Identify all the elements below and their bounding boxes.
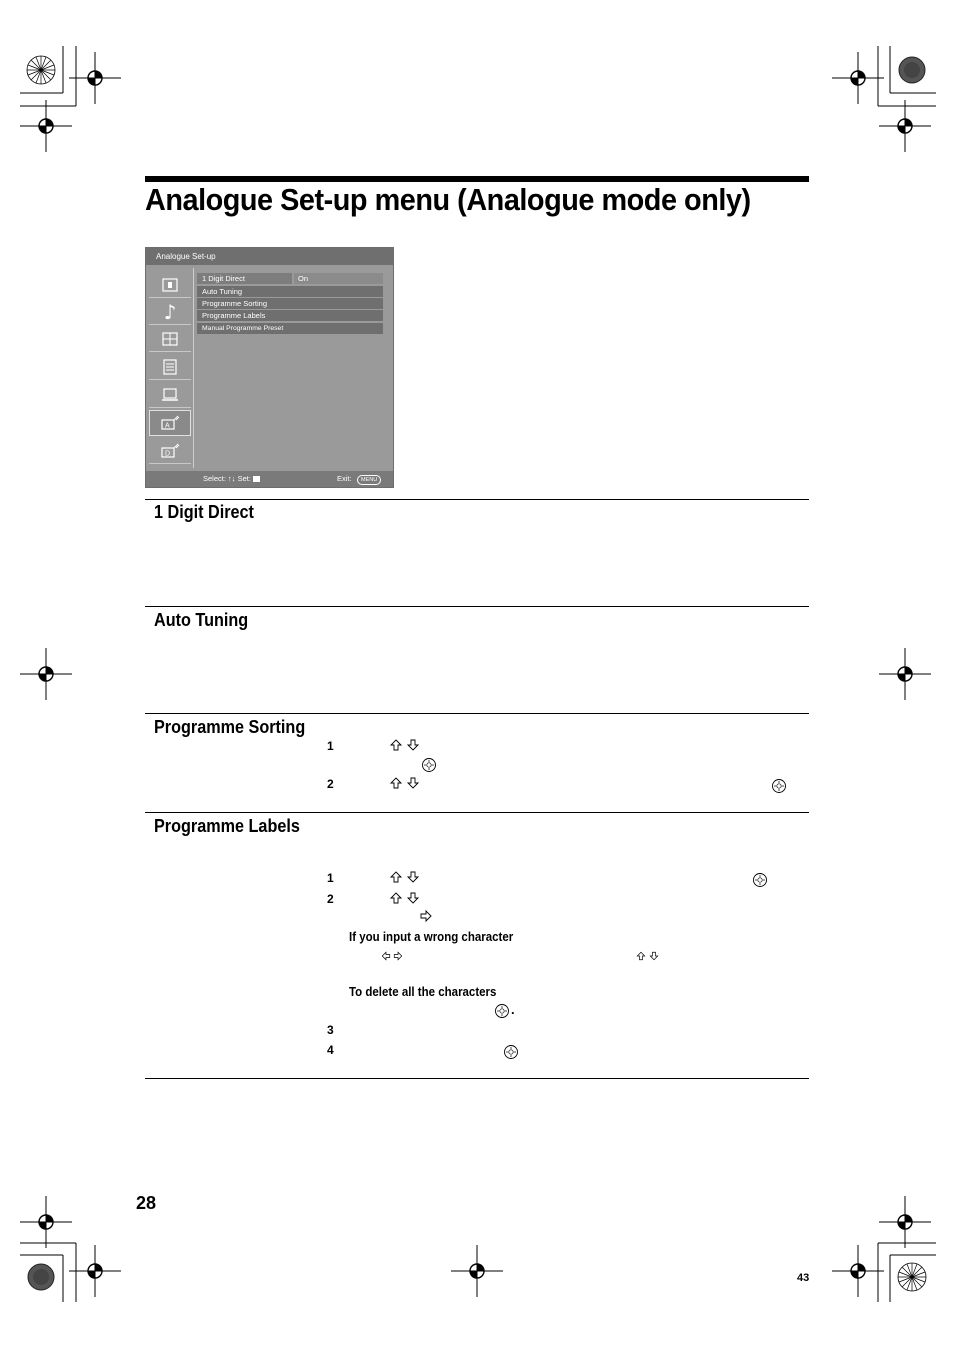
- step-number: 2: [327, 892, 334, 906]
- menu-sidebar: [149, 268, 191, 468]
- picture-icon: [149, 272, 191, 298]
- digital-setup-icon: [149, 438, 191, 464]
- up-arrow-icon: ↑: [228, 474, 232, 483]
- setup-icon: [149, 354, 191, 380]
- section-rule: [145, 499, 809, 500]
- step-number: 1: [327, 871, 334, 885]
- footer-select: [203, 471, 260, 487]
- svg-text:A: A: [165, 422, 170, 430]
- section-title-1-digit-direct: 1 Digit Direct: [154, 502, 254, 522]
- menu-button-badge: MENU: [357, 475, 381, 485]
- section-title-auto-tuning: Auto Tuning: [154, 610, 249, 630]
- step-number: 3: [327, 1023, 334, 1037]
- note-wrong-character: If you input a wrong character: [349, 930, 514, 944]
- footer-exit-label: Exit:: [337, 474, 352, 483]
- footer-select-label: Select:: [203, 474, 226, 483]
- sound-icon: ♪: [149, 299, 191, 325]
- menu-item-programme-sorting: Programme Sorting: [197, 298, 383, 309]
- svg-text:D: D: [165, 450, 171, 457]
- section-title-programme-labels: Programme Labels: [154, 816, 300, 836]
- analogue-setup-icon: [149, 410, 191, 436]
- menu-footer: [146, 471, 393, 487]
- footer-set-label: Set:: [237, 474, 251, 483]
- menu-header: Analogue Set-up: [146, 248, 393, 265]
- section-rule: [145, 606, 809, 607]
- down-arrow-icon: ↓: [231, 474, 236, 483]
- menu-item-manual-programme-preset: Manual Programme Preset: [197, 323, 383, 334]
- menu-item-auto-tuning: Auto Tuning: [197, 286, 383, 297]
- menu-divider: [193, 268, 194, 468]
- menu-item-1-digit-direct-value: On: [294, 273, 383, 284]
- menu-item-1-digit-direct: 1 Digit Direct: [197, 273, 292, 284]
- step-number: 4: [327, 1043, 334, 1057]
- section-title-programme-sorting: Programme Sorting: [154, 717, 306, 737]
- step-number: 1: [327, 739, 334, 753]
- page-number: 28: [136, 1193, 157, 1213]
- note-delete-all-characters: To delete all the characters: [349, 985, 497, 999]
- section-rule: [145, 1078, 809, 1079]
- features-icon: [149, 326, 191, 352]
- section-rule: [145, 713, 809, 714]
- section-rule: [145, 812, 809, 813]
- sheet-number: 43: [797, 1272, 810, 1284]
- step-number: 2: [327, 777, 334, 791]
- analogue-setup-menu-screenshot: [145, 247, 394, 488]
- page-title: Analogue Set-up menu (Analogue mode only): [145, 182, 751, 217]
- pc-icon: [149, 382, 191, 408]
- menu-item-programme-labels: Programme Labels: [197, 310, 383, 321]
- period-mark: .: [511, 1002, 515, 1017]
- set-grid-icon: [253, 476, 260, 482]
